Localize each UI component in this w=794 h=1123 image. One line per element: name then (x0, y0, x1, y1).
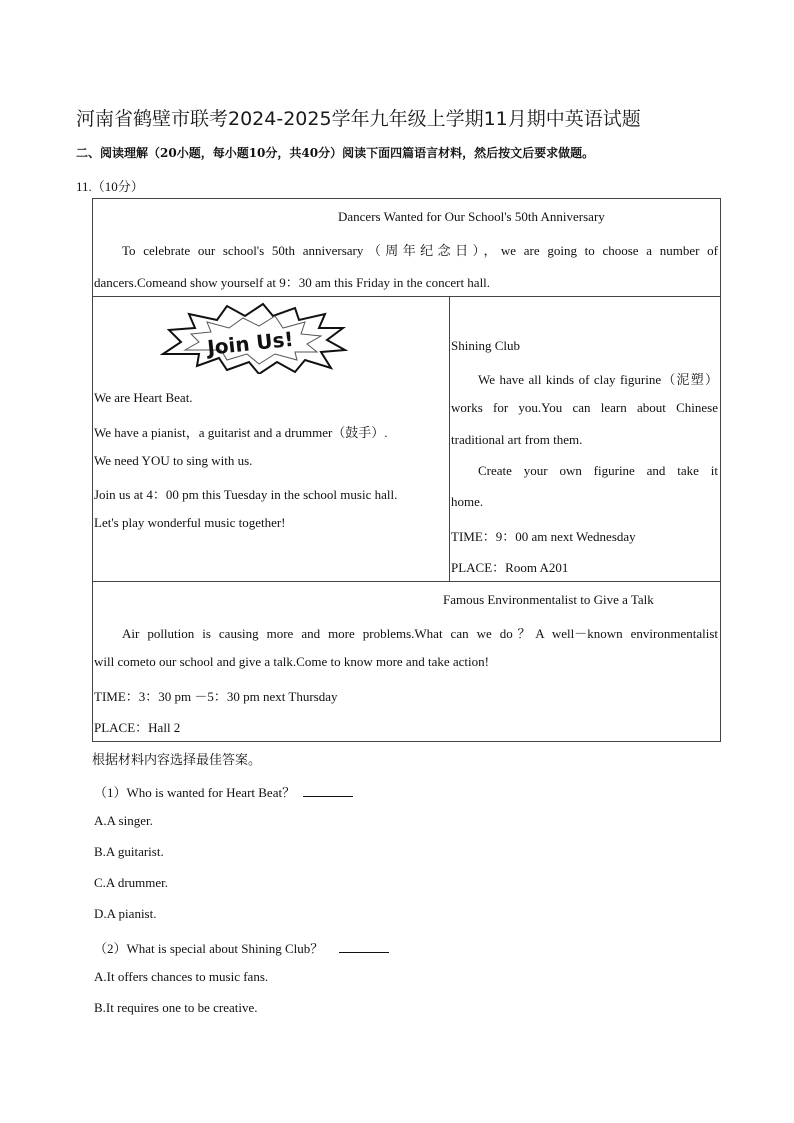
q1-stem (94, 782, 353, 801)
page-title: 河南省鹤壁市联考2024-2025学年九年级上学期11月期中英语试题 (76, 108, 641, 130)
heart-beat-line-3: We need YOU to sing with us. (94, 453, 253, 468)
join-us-text: Join Us! (206, 326, 295, 360)
environmentalist-text-1: Air pollution is causing more and more problems.What can we do？A well－known environmentalist (122, 626, 718, 641)
q2-option-a[interactable]: A.It offers chances to music fans. (94, 969, 269, 984)
shining-club-line-5: home. (451, 494, 484, 509)
environmentalist-text-2: will cometo our school and give a talk.Come to know more and take action! (94, 654, 489, 669)
shining-club-place: PLACE：Room A201 (451, 560, 569, 575)
shining-club-line-3: traditional art from them. (451, 432, 583, 447)
instruction: 根据材料内容选择最佳答案。 (92, 753, 262, 768)
section-heading: 二、阅读理解（20小题，每小题10分，共40分）阅读下面四篇语言材料，然后按文后要求做题。 (76, 146, 595, 160)
shining-club-line-1: We have all kinds of clay figurine（泥塑） (478, 372, 718, 387)
environmentalist-heading: Famous Environmentalist to Give a Talk (443, 592, 654, 607)
notice-dancers-heading: Dancers Wanted for Our School's 50th Anniversary (338, 209, 605, 224)
q2-answer-blank[interactable] (339, 940, 389, 953)
q2-stem-text: （2）What is special about Shining Club？ (94, 941, 324, 956)
q1-stem-text: （1）Who is wanted for Heart Beat？ (94, 785, 296, 800)
environmentalist-place: PLACE：Hall 2 (94, 720, 181, 735)
join-us-logo (155, 302, 351, 374)
q1-option-b[interactable]: B.A guitarist. (94, 844, 164, 859)
shining-club-heading: Shining Club (451, 338, 520, 353)
heart-beat-line-5: Let's play wonderful music together! (94, 515, 286, 530)
heart-beat-line-1: We are Heart Beat. (94, 390, 193, 405)
notice-dancers-text-1: To celebrate our school's 50th anniversary（周年纪念日），we are going to choose a number of (122, 243, 718, 258)
shining-club-line-4: Create your own figurine and take it (478, 463, 718, 478)
q1-option-c[interactable]: C.A drummer. (94, 875, 169, 890)
notice-dancers-text-2: dancers.Comeand show yourself at 9：30 am this Friday in the concert hall. (94, 275, 491, 290)
environmentalist-time: TIME：3：30 pm －5：30 pm next Thursday (94, 689, 338, 704)
shining-club-line-2: works for you.You can learn about Chinese (451, 400, 718, 415)
q2-option-b[interactable]: B.It requires one to be creative. (94, 1000, 258, 1015)
q1-option-d[interactable]: D.A pianist. (94, 906, 157, 921)
heart-beat-line-2: We have a pianist，a guitarist and a drummer（鼓手）. (94, 425, 388, 440)
q1-answer-blank[interactable] (303, 784, 353, 797)
q2-stem (94, 938, 389, 957)
heart-beat-line-4: Join us at 4：00 pm this Tuesday in the school music hall. (94, 487, 398, 502)
question-number: 11.（10分） (76, 179, 144, 194)
q1-option-a[interactable]: A.A singer. (94, 813, 153, 828)
shining-club-time: TIME：9：00 am next Wednesday (451, 529, 636, 544)
